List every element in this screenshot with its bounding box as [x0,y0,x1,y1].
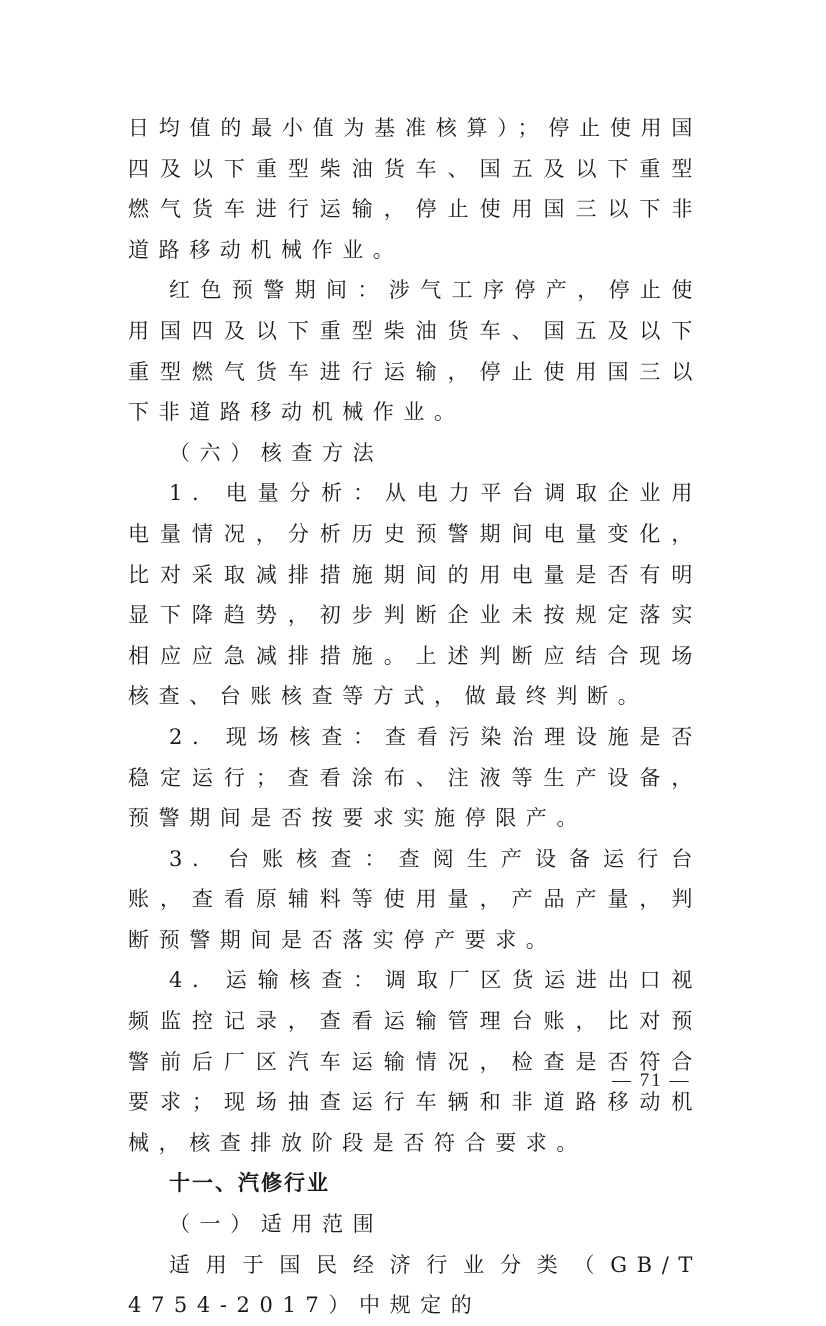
paragraph-scope: 适用于国民经济行业分类（GB/T 4754-2017）中规定的 [128,1252,702,1318]
paragraph-transport-inspection: 4. 运输核查：调取厂区货运进出口视频监控记录，查看运输管理台账，比对预警前后厂区汽车运输情况，检查是否符合要求；现场抽查运行车辆和非道路移动机械，核查排放阶段是否符合要求。 [128,968,702,1155]
page-number: — 71 — [612,1070,691,1091]
paragraph-ledger-inspection: 3. 台账核查：查阅生产设备运行台账，查看原辅料等使用量，产品产量，判断预警期间是否落实停产要求。 [128,846,702,952]
paragraph-onsite-inspection: 2. 现场核查：查看污染治理设施是否稳定运行；查看涂布、注液等生产设备，预警期间是否按要求实施停限产。 [128,724,702,831]
heading-auto-repair-industry: 十一、汽修行业 [169,1171,330,1196]
subheading-scope: （一）适用范围 [169,1212,384,1237]
paragraph-red-alert: 红色预警期间：涉气工序停产，停止使用国四及以下重型柴油货车、国五及以下重型燃气货车进行运输，停止使用国三以下非道路移动机械作业。 [128,278,702,425]
paragraph-continuation: 日均值的最小值为基准核算）；停止使用国四及以下重型柴油货车、国五及以下重型燃气货车进行运输，停止使用国三以下非道路移动机械作业。 [128,116,702,262]
body-text [128,108,702,1326]
paragraph-electricity-analysis: 1. 电量分析：从电力平台调取企业用电量情况，分析历史预警期间电量变化，比对采取减排措施期间的用电量是否有明显下降趋势，初步判断企业未按规定落实相应应急减排措施。上述判断应结合现场核查、台账核查等方式，做最终判断。 [128,481,702,709]
subheading-inspection-methods: （六）核查方法 [169,440,384,465]
